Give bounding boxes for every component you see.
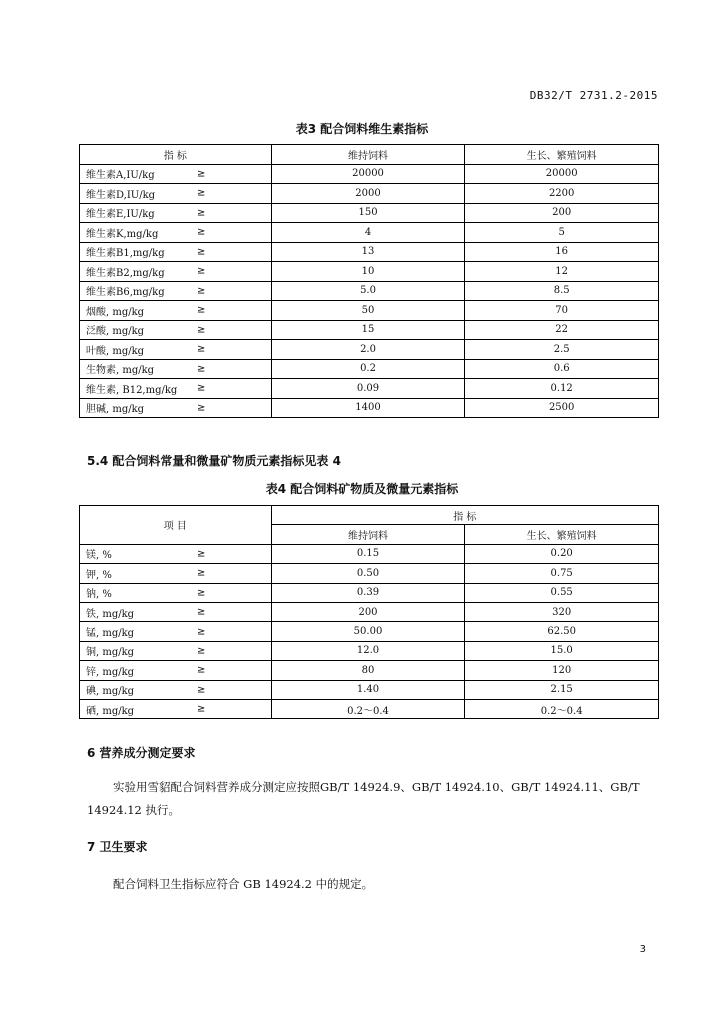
indicator-cell	[80, 164, 272, 184]
greater-equal-symbol: ≥	[197, 207, 206, 219]
section-6-paragraph-line2: 14924.12 执行。	[87, 803, 181, 817]
maintenance-value: 0.09	[271, 379, 465, 399]
indicator-name: 泛酸, mg/kg	[86, 326, 145, 338]
table-row	[80, 262, 659, 282]
indicator-name: 维生素B6,mg/kg	[86, 287, 165, 299]
maintenance-value: 1400	[271, 398, 465, 418]
indicator-cell	[80, 699, 272, 718]
greater-equal-symbol: ≥	[197, 684, 206, 696]
table-row	[80, 184, 659, 204]
section-5-4-heading: 5.4 配合饲料常量和微量矿物质元素指标见表 4	[87, 454, 341, 468]
table-row	[80, 680, 659, 699]
growth-breeding-value: 8.5	[465, 281, 659, 301]
greater-equal-symbol: ≥	[197, 567, 206, 579]
section-7-paragraph: 配合饲料卫生指标应符合 GB 14924.2 中的规定。	[113, 877, 374, 891]
growth-breeding-value: 0.20	[465, 544, 659, 563]
section-6-paragraph-line1: 实验用雪貂配合饲料营养成分测定应按照GB/T 14924.9、GB/T 14924.10、GB/T 14924.11、GB/T	[113, 780, 640, 794]
maintenance-value: 0.39	[271, 583, 465, 602]
growth-breeding-value: 5	[465, 223, 659, 243]
table-row	[80, 398, 659, 418]
header-growth-breeding-feed: 生长、繁殖饲料	[465, 525, 659, 544]
indicator-cell	[80, 223, 272, 243]
table-row	[80, 359, 659, 379]
maintenance-value: 2.0	[271, 340, 465, 360]
indicator-name: 钠, %	[86, 589, 112, 601]
growth-breeding-value: 70	[465, 301, 659, 321]
table-row	[80, 281, 659, 301]
greater-equal-symbol: ≥	[197, 285, 206, 297]
maintenance-value: 50	[271, 301, 465, 321]
growth-breeding-value: 0.75	[465, 564, 659, 583]
maintenance-value: 12.0	[271, 641, 465, 660]
maintenance-value: 200	[271, 602, 465, 621]
table-row	[80, 583, 659, 602]
indicator-name: 维生素B2,mg/kg	[86, 267, 165, 279]
table-row	[80, 242, 659, 262]
table-row	[80, 602, 659, 621]
page-number: 3	[639, 944, 646, 955]
indicator-cell	[80, 281, 272, 301]
table-row	[80, 203, 659, 223]
greater-equal-symbol: ≥	[197, 703, 206, 715]
growth-breeding-value: 320	[465, 602, 659, 621]
greater-equal-symbol: ≥	[197, 402, 206, 414]
indicator-cell	[80, 398, 272, 418]
indicator-name: 铁, mg/kg	[86, 608, 135, 620]
growth-breeding-value: 0.12	[465, 379, 659, 399]
maintenance-value: 1.40	[271, 680, 465, 699]
indicator-cell	[80, 301, 272, 321]
growth-breeding-value: 2.5	[465, 340, 659, 360]
growth-breeding-value: 16	[465, 242, 659, 262]
indicator-name: 生物素, mg/kg	[86, 365, 155, 377]
maintenance-value: 0.50	[271, 564, 465, 583]
indicator-name: 叶酸, mg/kg	[86, 345, 145, 357]
maintenance-value: 13	[271, 242, 465, 262]
table-row	[80, 301, 659, 321]
table-row	[80, 622, 659, 641]
greater-equal-symbol: ≥	[197, 626, 206, 638]
greater-equal-symbol: ≥	[197, 548, 206, 560]
indicator-name: 维生素B1,mg/kg	[86, 248, 165, 260]
growth-breeding-value: 12	[465, 262, 659, 282]
growth-breeding-value: 2.15	[465, 680, 659, 699]
table-row	[80, 223, 659, 243]
greater-equal-symbol: ≥	[197, 606, 206, 618]
table-row	[80, 544, 659, 563]
growth-breeding-value: 20000	[465, 164, 659, 184]
growth-breeding-value: 22	[465, 320, 659, 340]
document-code: DB32/T 2731.2-2015	[529, 89, 658, 102]
indicator-cell	[80, 359, 272, 379]
greater-equal-symbol: ≥	[197, 187, 206, 199]
growth-breeding-value: 200	[465, 203, 659, 223]
header-item: 项 目	[80, 506, 272, 545]
table-row	[80, 661, 659, 680]
maintenance-value: 50.00	[271, 622, 465, 641]
maintenance-value: 0.2～0.4	[271, 699, 465, 718]
indicator-name: 维生素, B12,mg/kg	[86, 384, 178, 396]
maintenance-value: 2000	[271, 184, 465, 204]
greater-equal-symbol: ≥	[197, 343, 206, 355]
greater-equal-symbol: ≥	[197, 246, 206, 258]
indicator-cell	[80, 340, 272, 360]
indicator-cell	[80, 379, 272, 399]
indicator-name: 锌, mg/kg	[86, 666, 135, 678]
maintenance-value: 150	[271, 203, 465, 223]
maintenance-value: 10	[271, 262, 465, 282]
table-row	[80, 379, 659, 399]
indicator-cell	[80, 544, 272, 563]
table-row	[80, 320, 659, 340]
greater-equal-symbol: ≥	[197, 645, 206, 657]
indicator-name: 维生素E,IU/kg	[86, 209, 155, 221]
growth-breeding-value: 15.0	[465, 641, 659, 660]
greater-equal-symbol: ≥	[197, 168, 206, 180]
table-row	[80, 564, 659, 583]
indicator-name: 维生素D,IU/kg	[86, 189, 156, 201]
indicator-cell	[80, 320, 272, 340]
mineral-table	[79, 505, 659, 719]
growth-breeding-value: 0.55	[465, 583, 659, 602]
growth-breeding-value: 2500	[465, 398, 659, 418]
growth-breeding-value: 120	[465, 661, 659, 680]
indicator-cell	[80, 242, 272, 262]
growth-breeding-value: 0.6	[465, 359, 659, 379]
vitamin-table	[79, 144, 659, 418]
indicator-cell	[80, 661, 272, 680]
header-indicator: 指 标	[80, 145, 272, 165]
table-row	[80, 641, 659, 660]
indicator-name: 胆碱, mg/kg	[86, 404, 145, 416]
indicator-name: 铜, mg/kg	[86, 647, 135, 659]
greater-equal-symbol: ≥	[197, 304, 206, 316]
indicator-name: 镁, %	[86, 550, 112, 562]
maintenance-value: 4	[271, 223, 465, 243]
greater-equal-symbol: ≥	[197, 382, 206, 394]
table-header-row	[80, 506, 659, 525]
greater-equal-symbol: ≥	[197, 324, 206, 336]
table3-caption: 表3 配合饲料维生素指标	[295, 122, 429, 136]
indicator-name: 维生素K,mg/kg	[86, 228, 159, 240]
indicator-cell	[80, 203, 272, 223]
growth-breeding-value: 2200	[465, 184, 659, 204]
indicator-name: 硒, mg/kg	[86, 705, 135, 717]
maintenance-value: 20000	[271, 164, 465, 184]
header-indicator-group: 指 标	[271, 506, 658, 525]
maintenance-value: 80	[271, 661, 465, 680]
indicator-cell	[80, 622, 272, 641]
indicator-cell	[80, 564, 272, 583]
table-row	[80, 340, 659, 360]
header-maintenance-feed: 维持饲料	[271, 145, 465, 165]
maintenance-value: 0.15	[271, 544, 465, 563]
indicator-cell	[80, 680, 272, 699]
indicator-cell	[80, 262, 272, 282]
greater-equal-symbol: ≥	[197, 265, 206, 277]
indicator-cell	[80, 641, 272, 660]
indicator-name: 维生素A,IU/kg	[86, 170, 155, 182]
maintenance-value: 15	[271, 320, 465, 340]
maintenance-value: 5.0	[271, 281, 465, 301]
section-6-heading: 6 营养成分测定要求	[87, 746, 196, 760]
table-row	[80, 164, 659, 184]
table4-caption: 表4 配合饲料矿物质及微量元素指标	[265, 482, 459, 496]
table-row	[80, 699, 659, 718]
greater-equal-symbol: ≥	[197, 226, 206, 238]
header-growth-breeding-feed: 生长、繁殖饲料	[465, 145, 659, 165]
growth-breeding-value: 62.50	[465, 622, 659, 641]
greater-equal-symbol: ≥	[197, 363, 206, 375]
header-maintenance-feed: 维持饲料	[271, 525, 465, 544]
indicator-name: 锰, mg/kg	[86, 628, 135, 640]
indicator-name: 烟酸, mg/kg	[86, 306, 145, 318]
indicator-cell	[80, 583, 272, 602]
maintenance-value: 0.2	[271, 359, 465, 379]
greater-equal-symbol: ≥	[197, 587, 206, 599]
section-7-heading: 7 卫生要求	[87, 840, 148, 854]
greater-equal-symbol: ≥	[197, 664, 206, 676]
table-header-row	[80, 145, 659, 165]
indicator-name: 钾, %	[86, 569, 112, 581]
indicator-cell	[80, 184, 272, 204]
indicator-cell	[80, 602, 272, 621]
growth-breeding-value: 0.2～0.4	[465, 699, 659, 718]
indicator-name: 碘, mg/kg	[86, 686, 135, 698]
